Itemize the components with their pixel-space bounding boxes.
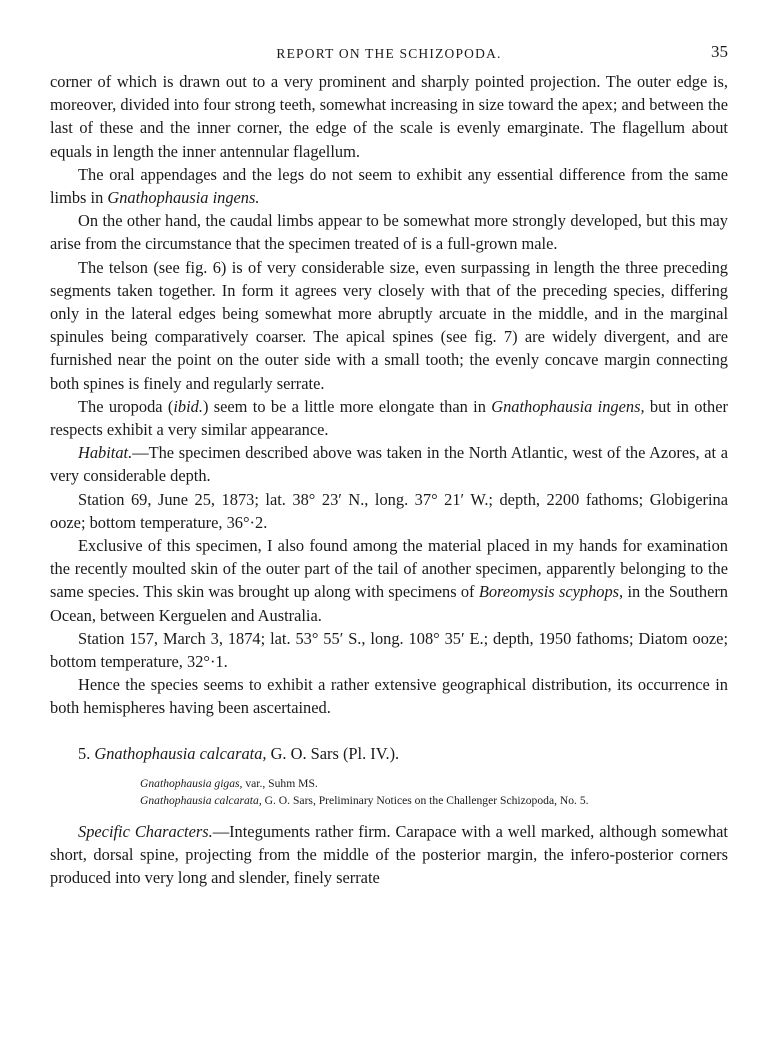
paragraph-antenna-scale: corner of which is drawn out to a very prominent and sharply pointed projection. The outer edge is, moreover, divided into four strong teeth, somewhat increasing in size toward the apex; and between the last of these and the inner corner, the edge of the scale is evenly emarginate. The flagellum about equals in length the inner antennular flagellum. [50, 72, 728, 161]
paragraph-second-specimen: Exclusive of this specimen, I also found among the material placed in my hands for examination the recently moulted skin of the outer part of the tail of another specimen, apparently belonging to the same species. This skin was brought up along with specimens of Boreomysis scyphops, in the Southern Ocean, between Kerguelen and Australia. [50, 536, 728, 625]
running-header [50, 40, 728, 70]
page-number: 35 [711, 42, 728, 61]
synonymy-entry: Gnathophausia calcarata, G. O. Sars, Preliminary Notices on the Challenger Schizopoda, No. 5. [140, 794, 589, 808]
synonymy-entry: Gnathophausia gigas, var., Suhm MS. [140, 776, 318, 790]
paragraph-habitat: Habitat.—The specimen described above was taken in the North Atlantic, west of the Azores, at a very considerable depth. [50, 443, 728, 486]
taxon-name: Gnathophausia ingens. [107, 188, 260, 208]
specific-characters-label: Specific Characters. [78, 821, 213, 841]
running-title: REPORT ON THE SCHIZOPODA. [276, 46, 502, 61]
paragraph-oral-appendages: The oral appendages and the legs do not seem to exhibit any essential difference from the same limbs in Gnathophausia ingens. [50, 164, 728, 208]
paragraph-caudal-limbs: On the other hand, the caudal limbs appear to be somewhat more strongly developed, but this may arise from the circumstance that the specimen treated of is a full-grown male. [50, 211, 728, 254]
paragraph-specific-characters: Specific Characters.—Integuments rather firm. Carapace with a well marked, although somewhat short, dorsal spine, projecting from the middle of the posterior margin, the infero-posterior corners produced into very long and slender, finely serrate [50, 821, 728, 888]
habitat-label: Habitat. [78, 443, 133, 463]
species-name: Gnathophausia calcarata, [94, 743, 267, 763]
section-heading: 5. Gnathophausia calcarata, G. O. Sars (Pl. IV.). [78, 743, 400, 763]
taxon-name: Gnathophausia ingens, [491, 396, 645, 416]
paragraph-uropoda: The uropoda (ibid.) seem to be a little more elongate than in Gnathophausia ingens, but in other respects exhibit a very similar appearance. [50, 396, 728, 440]
synonymy-list [50, 775, 728, 810]
paragraph-station-157: Station 157, March 3, 1874; lat. 53° 55′ S., long. 108° 35′ E.; depth, 1950 fathoms; Diatom ooze; bottom temperature, 32°·1. [50, 628, 728, 672]
page [50, 40, 728, 889]
paragraph-telson: The telson (see fig. 6) is of very considerable size, even surpassing in length the three preceding segments taken together. In form it agrees very closely with that of the preceding species, differing only in the lateral edges being somewhat more abruptly arcuate in the middle, and in the marginal spinules being comparatively coarser. The apical spines (see fig. 7) are widely divergent, and are furnished near the point on the outer side with a small tooth; the evenly concave margin connecting both spines is finely and regularly serrate. [50, 257, 728, 393]
paragraph-station-69: Station 69, June 25, 1873; lat. 38° 23′ N., long. 37° 21′ W.; depth, 2200 fathoms; Globigerina ooze; bottom temperature, 36°·2. [50, 489, 728, 532]
paragraph-distribution: Hence the species seems to exhibit a rather extensive geographical distribution, its occurrence in both hemispheres having been ascertained. [50, 675, 728, 718]
taxon-name: Boreomysis scyphops, [478, 582, 624, 602]
